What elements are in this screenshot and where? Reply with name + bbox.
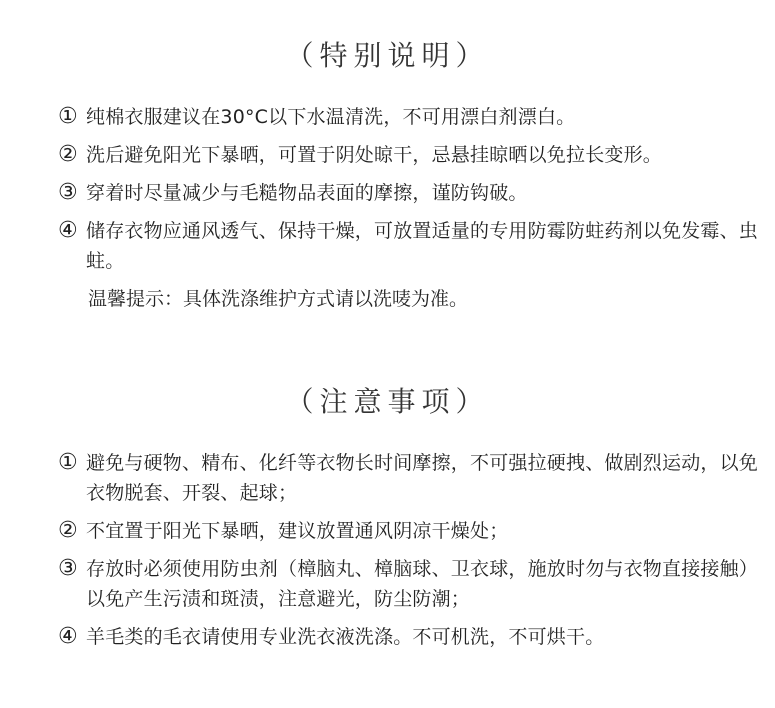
item-number: ②: [58, 142, 78, 167]
item-number: ④: [58, 218, 78, 243]
care-tip-note: 温馨提示：具体洗涤维护方式请以洗唛为准。: [88, 288, 469, 310]
item-number: ③: [58, 556, 78, 581]
special-notes-title: （特别说明）: [285, 39, 490, 72]
item-text: 储存衣物应通风透气、保持干燥，可放置适量的专用防霉防蛀药剂以免发霉、虫蛀。: [86, 220, 759, 272]
item-text: 纯棉衣服建议在30°C以下水温清洗，不可用漂白剂漂白。: [86, 106, 576, 128]
precautions-title: （注意事项）: [285, 385, 490, 418]
special-notes-list: [58, 102, 758, 314]
list-item: [58, 622, 758, 652]
precautions-list: [58, 448, 758, 660]
item-text: 洗后避免阳光下暴晒，可置于阴处晾干，忌悬挂晾晒以免拉长变形。: [86, 144, 663, 166]
list-item: [58, 554, 758, 614]
item-number: ①: [58, 450, 78, 475]
list-item: [58, 140, 758, 170]
item-number: ③: [58, 180, 78, 205]
list-item: [58, 178, 758, 208]
list-item: [58, 216, 758, 276]
item-text: 羊毛类的毛衣请使用专业洗衣液洗涤。不可机洗，不可烘干。: [86, 626, 605, 648]
list-item: [58, 102, 758, 132]
list-item: [58, 448, 758, 508]
list-item: [58, 516, 758, 546]
item-text: 避免与硬物、精布、化纤等衣物长时间摩擦，不可强拉硬拽、做剧烈运动，以免衣物脱套、开裂、起球；: [86, 452, 759, 504]
item-text: 存放时必须使用防虫剂（樟脑丸、樟脑球、卫衣球，施放时勿与衣物直接接触）以免产生污渍和斑渍，注意避光，防尘防潮；: [86, 558, 759, 610]
item-text: 不宜置于阳光下暴晒，建议放置通风阴凉干燥处；: [86, 520, 509, 542]
item-number: ④: [58, 624, 78, 649]
item-number: ①: [58, 104, 78, 129]
item-number: ②: [58, 518, 78, 543]
item-text: 穿着时尽量减少与毛糙物品表面的摩擦，谨防钩破。: [86, 182, 528, 204]
